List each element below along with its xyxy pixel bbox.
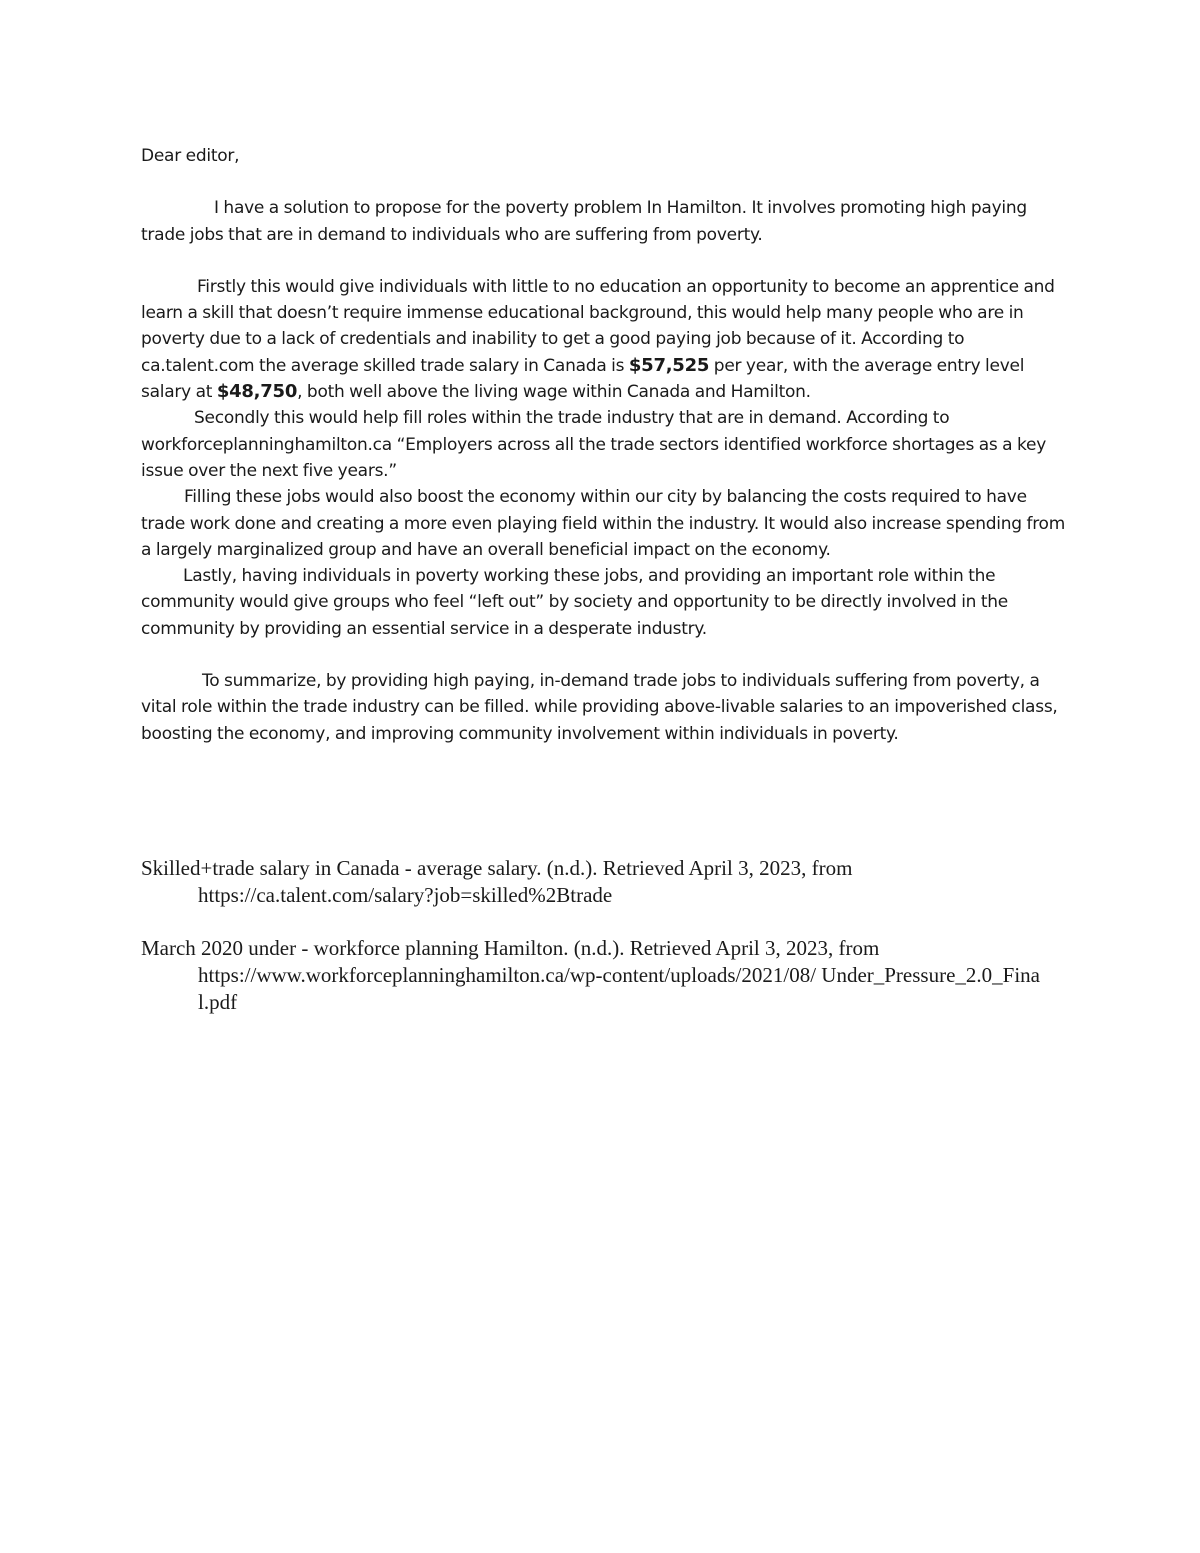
- intro-paragraph: I have a solution to propose for the poverty problem In Hamilton. It involves promoting high paying trade jobs that are in demand to individuals who are suffering from poverty.: [141, 198, 1027, 245]
- filling-paragraph: Filling these jobs would also boost the economy within our city by balancing the costs required to have trade work done and creating a more even playing field within the industry. It would also increase spending from a largely marginalized group and have an overall beneficial impact on the economy.: [141, 487, 1066, 560]
- reference-url[interactable]: https://www.workforceplanninghamilton.ca/wp-content/uploads/2021/08/ Under_Pressure_2.0_Final.pdf: [198, 963, 1040, 1014]
- firstly-paragraph: [141, 274, 1066, 405]
- reference-item: [141, 935, 1041, 1016]
- reference-item: [141, 855, 1041, 909]
- firstly-text-3: , both well above the living wage within Canada and Hamilton.: [297, 382, 811, 403]
- lastly-paragraph: Lastly, having individuals in poverty working these jobs, and providing an important role within the community would give groups who feel “left out” by society and opportunity to be directly involved in the community by providing an essential service in a desperate industry.: [141, 566, 1009, 639]
- letter-body: [141, 143, 1066, 747]
- entry-salary-amount: $48,750: [216, 381, 298, 403]
- reference-citation: Skilled+trade salary in Canada - average salary. (n.d.). Retrieved April 3, 2023, from: [141, 856, 853, 880]
- reference-citation: March 2020 under - workforce planning Hamilton. (n.d.). Retrieved April 3, 2023, from: [141, 936, 880, 960]
- summary-paragraph: To summarize, by providing high paying, in-demand trade jobs to individuals suffering from poverty, a vital role within the trade industry can be filled. while providing above-livable salaries to an impoverished class, boosting the economy, and improving community involvement within individuals in poverty.: [141, 671, 1058, 744]
- firstly-text-2: per year, with the average entry level salary at: [141, 355, 1025, 403]
- firstly-text-1: Firstly this would give individuals with little to no education an opportunity to become an apprentice and learn a skill that doesn’t require immense educational background, this would help many people who are in poverty due to a lack of credentials and inability to get a good paying job because of it. According to ca.talent.com the average skilled trade salary in Canada is: [141, 276, 1055, 376]
- reference-url[interactable]: https://ca.talent.com/salary?job=skilled%2Btrade: [198, 883, 613, 907]
- average-salary-amount: $57,525: [628, 354, 710, 376]
- references-list: [141, 855, 1041, 1042]
- salutation: Dear editor,: [141, 146, 240, 166]
- secondly-paragraph: Secondly this would help fill roles within the trade industry that are in demand. According to workforceplanninghamilton.ca “Employers across all the trade sectors identified workforce shortages as a key issue over the next five years.”: [141, 408, 1047, 481]
